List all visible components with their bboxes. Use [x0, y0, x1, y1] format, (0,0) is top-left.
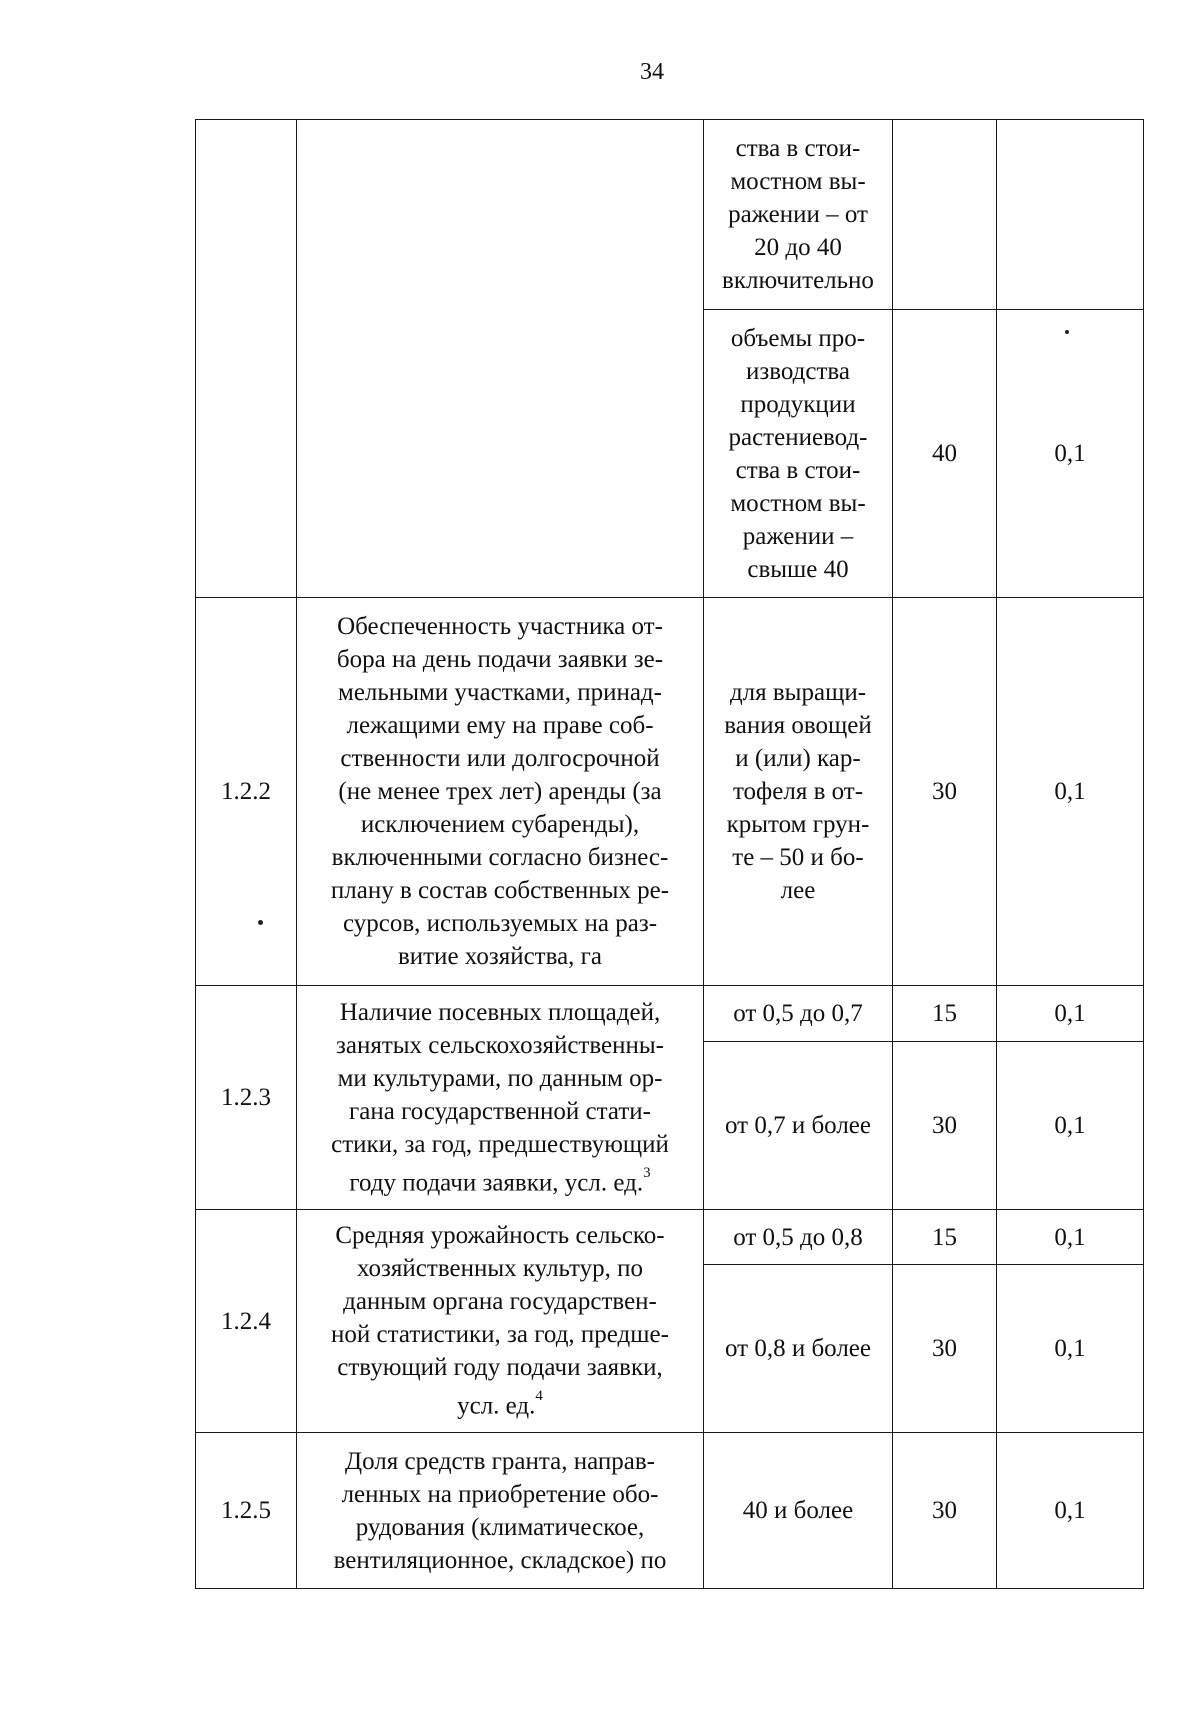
criterion-cell: [297, 120, 704, 598]
points-cell: 30: [893, 1433, 997, 1589]
points-cell: [893, 120, 997, 310]
points-cell: 30: [893, 1042, 997, 1210]
points-cell: 15: [893, 1210, 997, 1265]
value-cell: от 0,8 и более: [704, 1265, 893, 1433]
code-cell: 1.2.5: [196, 1433, 297, 1589]
value-cell: ства в стои- мостном вы- ражении – от 20 до 40 включительно: [704, 120, 893, 310]
criterion-cell: Обеспеченность участника от- бора на день подачи заявки зе- мельными участками, принад- лежащими ему на праве соб- ственности или долгосрочной (не менее трех лет) аренды (за исключением субаренды), включенными согласно бизнес- плану в состав собственных ре- сурсов, используемых на раз- витие хозяйства, га: [297, 598, 704, 986]
points-cell: 30: [893, 598, 997, 986]
code-cell: 1.2.3: [196, 986, 297, 1210]
weight-cell: 0,1: [997, 1433, 1144, 1589]
weight-cell: 0,1: [997, 1265, 1144, 1433]
points-cell: 40: [893, 310, 997, 598]
weight-cell: 0,1: [997, 986, 1144, 1042]
criterion-cell: [297, 986, 704, 1210]
table-row: [196, 598, 1144, 986]
criterion-cell: [297, 1210, 704, 1433]
weight-cell: 0,1: [997, 1042, 1144, 1210]
weight-cell: [997, 120, 1144, 310]
criterion-cell: Доля средств гранта, направ- ленных на приобретение обо- рудования (климатическое, вентиляционное, складское) по: [297, 1433, 704, 1589]
points-cell: 15: [893, 986, 997, 1042]
value-cell: объемы про- изводства продукции растениевод- ства в стои- мостном вы- ражении – свыше 40: [704, 310, 893, 598]
page-number: 34: [640, 59, 664, 85]
weight-cell: 0,1: [997, 1210, 1144, 1265]
table-row: [196, 120, 1144, 310]
footnote-ref: 3: [643, 1164, 651, 1181]
scan-speck: [258, 920, 263, 925]
points-cell: 30: [893, 1265, 997, 1433]
criteria-table: [195, 119, 1144, 1589]
footnote-ref: 4: [535, 1388, 543, 1405]
table-row: [196, 1433, 1144, 1589]
value-cell: для выращи- вания овощей и (или) кар- тофеля в от- крытом грун- те – 50 и бо- лее: [704, 598, 893, 986]
code-cell: [196, 120, 297, 598]
table-row: [196, 986, 1144, 1042]
table-row: [196, 1210, 1144, 1265]
value-cell: от 0,5 до 0,8: [704, 1210, 893, 1265]
code-cell: 1.2.2: [196, 598, 297, 986]
weight-cell: 0,1: [997, 598, 1144, 986]
value-cell: от 0,7 и более: [704, 1042, 893, 1210]
scan-speck: [1065, 330, 1069, 334]
weight-cell: 0,1: [997, 310, 1144, 598]
value-cell: 40 и более: [704, 1433, 893, 1589]
value-cell: от 0,5 до 0,7: [704, 986, 893, 1042]
code-cell: 1.2.4: [196, 1210, 297, 1433]
criterion-text: Наличие посевных площадей, занятых сельскохозяйственны- ми культурами, по данным ор- гана государственной стати- стики, за год, предшествующий году подачи заявки, усл. ед.: [331, 998, 669, 1197]
criterion-text: Средняя урожайность сельско- хозяйственных культур, по данным органа государствен- ной статистики, за год, предше- ствующий году подачи заявки, усл. ед.: [331, 1222, 669, 1420]
